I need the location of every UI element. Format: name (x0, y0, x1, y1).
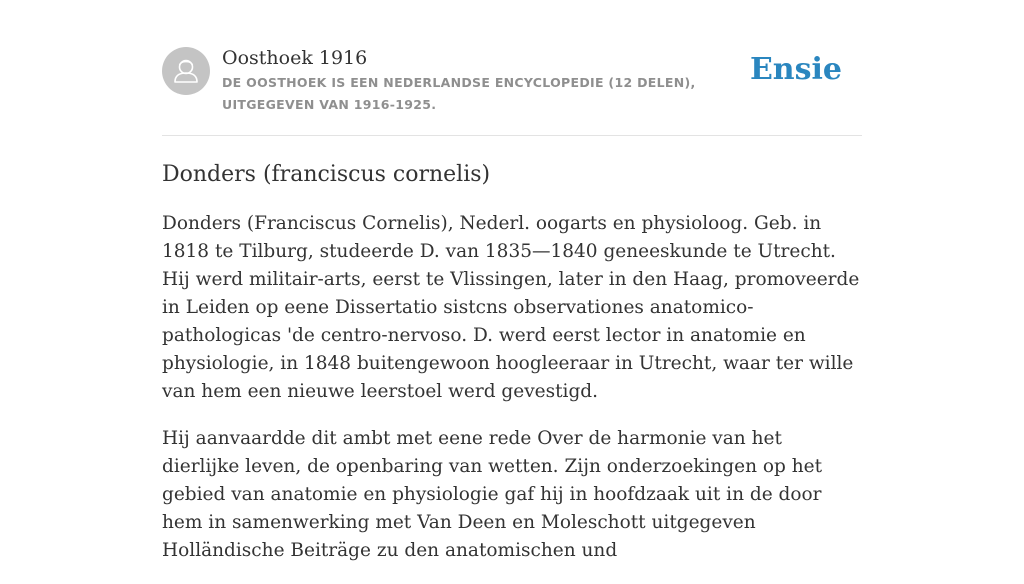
source-header (162, 46, 862, 136)
user-icon (162, 47, 210, 95)
ensie-logo-link[interactable]: Ensie (749, 52, 842, 87)
avatar[interactable] (162, 47, 210, 95)
article (162, 160, 862, 584)
article-paragraph: Donders (Franciscus Cornelis), Nederl. oogarts en physioloog. Geb. in 1818 te Tilburg, studeerde D. van 1835—1840 geneeskunde te Utrecht. Hij werd militair-arts, eerst te Vlissingen, later in den Haag, promoveerde in Leiden op eene Dissertatio sistcns observationes anatomico-pathologicas 'de centro-nervoso. D. werd eerst lector in anatomie en physiologie, in 1848 buitengewoon hoogleeraar in Utrecht, waar ter wille van hem een nieuwe leerstoel werd gevestigd. (162, 213, 860, 402)
source-title[interactable]: Oosthoek 1916 (222, 47, 368, 69)
header-divider (162, 135, 862, 136)
source-info (222, 46, 762, 116)
article-paragraph: Hij aanvaardde dit ambt met eene rede Over de harmonie van het dierlijke leven, de openbaring van wetten. Zijn onderzoekingen op het gebied van anatomie en physiologie gaf hij in hoofdzaak uit in de door hem in samenwerking met Van Deen en Moleschott uitgegeven Holländische Beiträge zu den anatomischen und (162, 428, 823, 561)
source-description: DE OOSTHOEK IS EEN NEDERLANDSE ENCYCLOPEDIE (12 DELEN), UITGEGEVEN VAN 1916-1925. (222, 75, 696, 112)
article-title: Donders (franciscus cornelis) (162, 162, 491, 187)
